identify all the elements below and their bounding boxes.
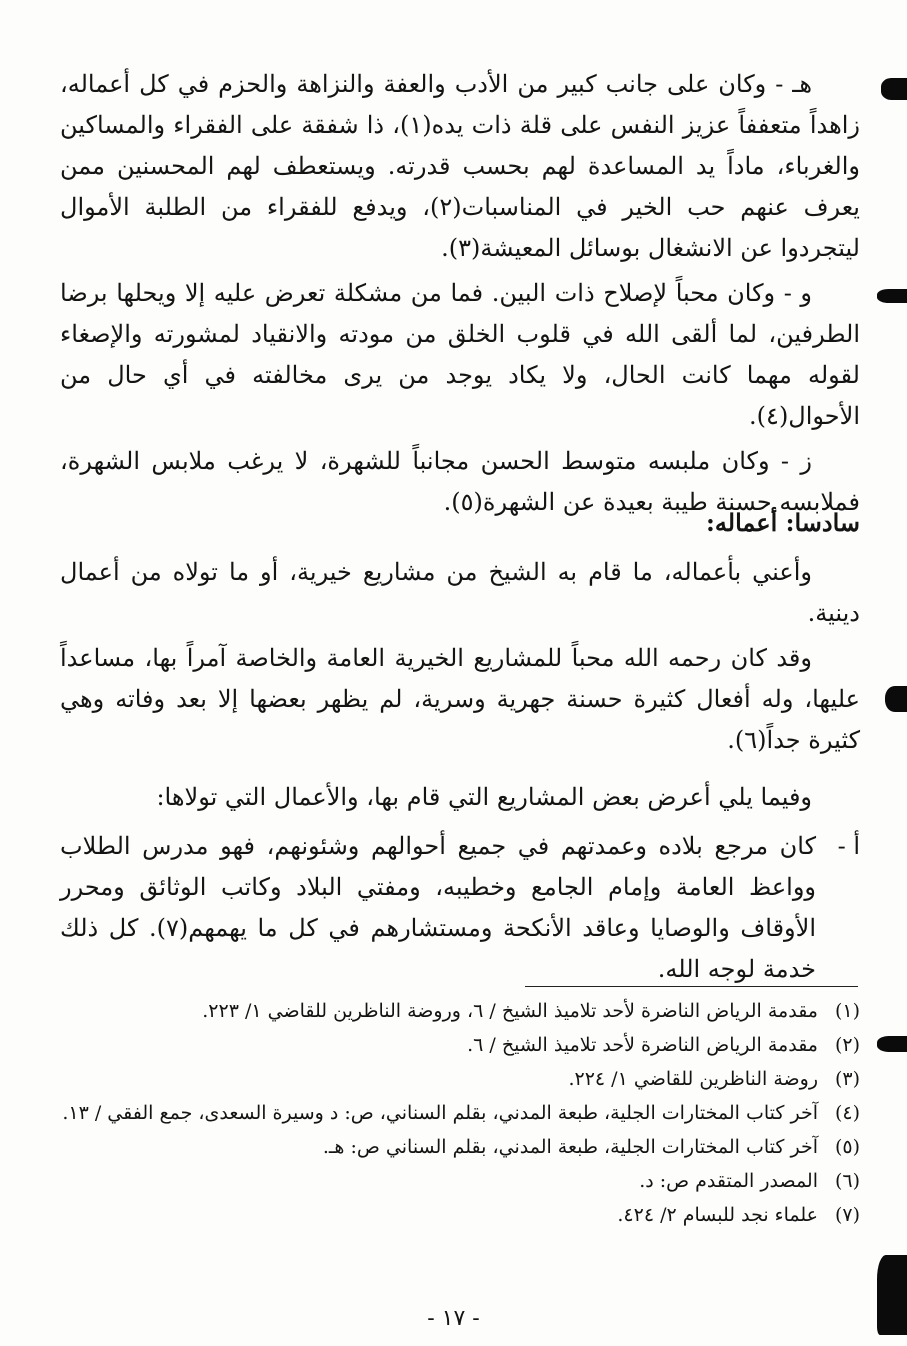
scan-mark bbox=[885, 686, 907, 712]
footnote-text: مقدمة الرياض الناضرة لأحد تلاميذ الشيخ / ٦، وروضة الناظرين للقاضي ١/ ٢٢٣. bbox=[202, 1000, 818, 1022]
main-text-middle bbox=[60, 552, 860, 990]
paragraph: وقد كان رحمه الله محباً للمشاريع الخيرية العامة والخاصة آمراً بها، مساعداً عليها، وله أفعال كثيرة حسنة جهرية وسرية، لم يظهر بعضها إلا بعد وفاته وهي كثيرة جداً(٦). bbox=[60, 644, 860, 754]
footnote bbox=[60, 1062, 860, 1096]
scan-mark bbox=[877, 1036, 907, 1052]
footnote bbox=[60, 1164, 860, 1198]
paragraph: ز - وكان ملبسه متوسط الحسن مجانباً للشهرة، لا يرغب ملابس الشهرة، فملابسه حسنة طيبة بعيدة عن الشهرة(٥). bbox=[60, 447, 860, 516]
footnote-number: (٥) bbox=[834, 1136, 860, 1158]
footnote-number: (٢) bbox=[834, 1034, 860, 1056]
list-item bbox=[60, 826, 860, 990]
footnote bbox=[60, 994, 860, 1028]
list-item-text: كان مرجع بلاده وعمدتهم في جميع أحوالهم وشئونهم، فهو مدرس الطلاب وواعظ العامة وإمام الجامع وخطيبه، ومفتي البلاد وكاتب الوثائق ومحرر الأوقاف والوصايا وعاقد الأنكحة ومستشارهم في كل ما يهمهم(٧). كل ذلك خدمة لوجه الله. bbox=[60, 832, 816, 983]
paragraph: وأعني بأعماله، ما قام به الشيخ من مشاريع خيرية، أو ما تولاه من أعمال دينية. bbox=[60, 558, 860, 627]
footnote-text: روضة الناظرين للقاضي ١/ ٢٢٤. bbox=[568, 1068, 818, 1090]
paragraph: هـ - وكان على جانب كبير من الأدب والعفة والنزاهة والحزم في كل أعماله، زاهداً متعففاً عزيز النفس على قلة ذات يده(١)، ذا شفقة على الفقراء والمساكين والغرباء، ماداً يد المساعدة لهم بحسب قدرته. ويستعطف لهم المحسنين ممن يعرف عنهم حب الخير في المناسبات(٢)، ويدفع للفقراء من الطلبة الأموال ليتجردوا عن الانشغال بوسائل المعيشة(٣). bbox=[60, 70, 861, 262]
footnote-text: علماء نجد للبسام ٢/ ٤٢٤. bbox=[617, 1204, 818, 1226]
footnote-text: المصدر المتقدم ص: د. bbox=[639, 1170, 818, 1192]
footnote bbox=[60, 1028, 860, 1062]
footnote-text: آخر كتاب المختارات الجلية، طبعة المدني، بقلم السناني، ص: د وسيرة السعدى، جمع الفقي / ١٣. bbox=[62, 1102, 818, 1124]
paragraph: و - وكان محباً لإصلاح ذات البين. فما من مشكلة تعرض عليه إلا ويحلها برضا الطرفين، لما ألقى الله في قلوب الخلق من مودته والانقياد لمشورته والإصغاء لقوله مهما كانت الحال، ولا يكاد يوجد من يرى مخالفته في أي حال من الأحوال(٤). bbox=[60, 279, 860, 430]
footnote-number: (٦) bbox=[834, 1170, 860, 1192]
list-item-marker: أ - bbox=[837, 832, 860, 860]
footnote-text: مقدمة الرياض الناضرة لأحد تلاميذ الشيخ / ٦. bbox=[467, 1034, 818, 1056]
footnote bbox=[60, 1198, 860, 1232]
footnote bbox=[60, 1096, 860, 1130]
footnote-number: (٣) bbox=[834, 1068, 860, 1090]
footnote-text: آخر كتاب المختارات الجلية، طبعة المدني، بقلم السناني ص: هـ. bbox=[322, 1136, 818, 1158]
footnotes bbox=[60, 994, 860, 1232]
page-number: - ١٧ - bbox=[427, 1306, 480, 1331]
scan-mark bbox=[877, 289, 907, 303]
main-text-upper bbox=[60, 64, 860, 523]
paragraph: وفيما يلي أعرض بعض المشاريع التي قام بها، والأعمال التي تولاها: bbox=[156, 783, 812, 811]
scan-mark bbox=[881, 78, 907, 100]
section-heading: سادسا: أعماله: bbox=[706, 508, 860, 537]
footnote bbox=[60, 1130, 860, 1164]
footnote-number: (٧) bbox=[834, 1204, 860, 1226]
footnote-number: (٤) bbox=[834, 1102, 860, 1124]
footnote-number: (١) bbox=[834, 1000, 860, 1022]
footnote-separator bbox=[525, 986, 858, 987]
